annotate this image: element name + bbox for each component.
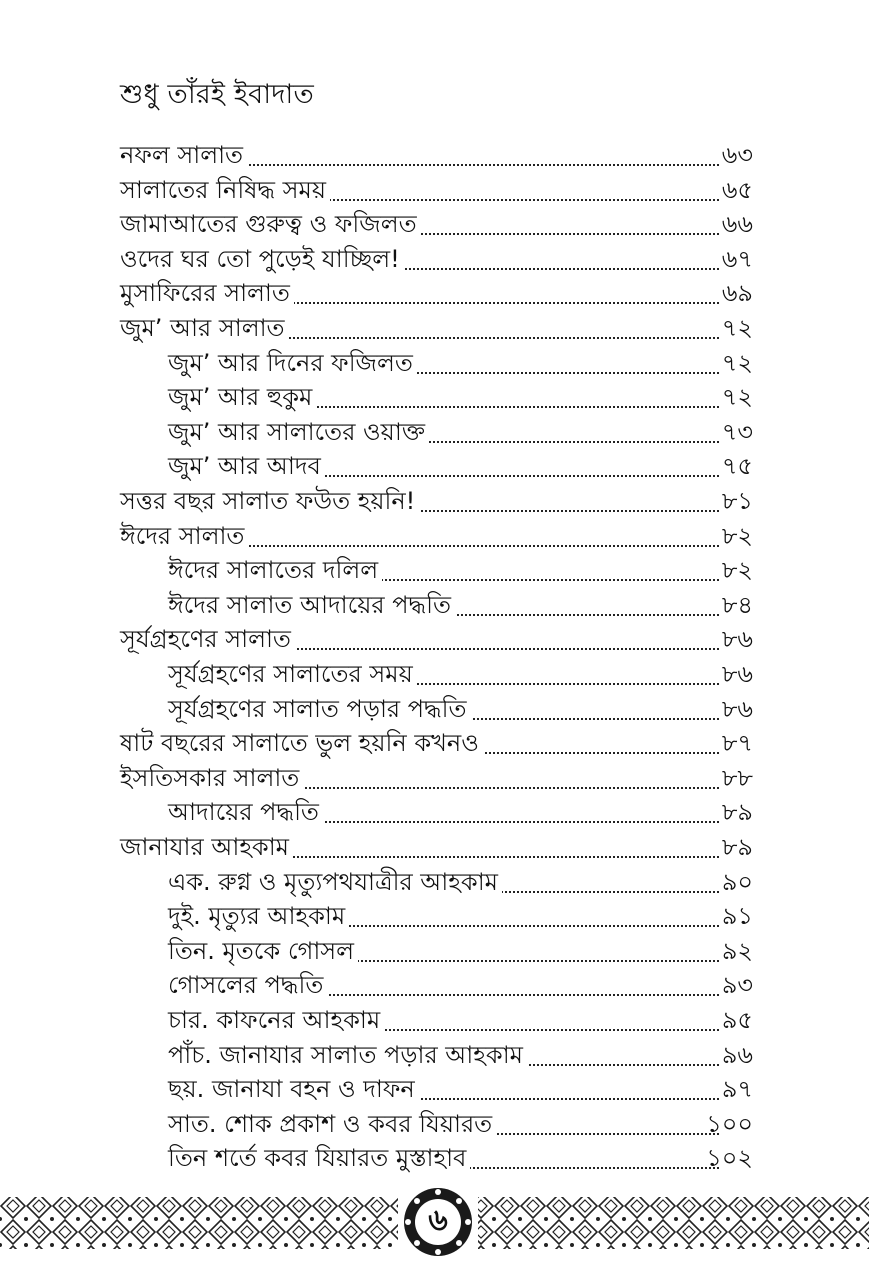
toc-entry-page: ৯১ xyxy=(721,902,753,931)
toc-row xyxy=(0,207,869,241)
toc-entry-title: জুম’ আর হুকুম xyxy=(168,380,316,414)
toc-entry-title: সূর্যগ্রহণের সালাত পড়ার পদ্ধতি xyxy=(168,692,471,726)
toc-row xyxy=(0,968,869,1002)
toc-entry-page: ৭২ xyxy=(721,348,753,377)
toc-entry-title: ওদের ঘর তো পুড়েই যাচ্ছিল! xyxy=(120,242,404,276)
toc-entry-title: তিন শর্তে কবর যিয়ারত মুস্তাহাব xyxy=(168,1141,470,1175)
toc-row xyxy=(0,415,869,449)
toc-entry-title: নফল সালাত xyxy=(120,138,247,172)
toc-entry-title: জুম’ আর সালাতের ওয়াক্ত xyxy=(168,415,429,449)
toc-row xyxy=(0,795,869,829)
toc-entry-page: ৮৮ xyxy=(721,763,753,792)
toc-entry-page: ৮৬ xyxy=(721,625,753,654)
toc-entry-page: ১০২ xyxy=(706,1144,753,1173)
toc-entry-title: জানাযার আহকাম xyxy=(120,830,293,864)
toc-entry-title: মুসাফিরের সালাত xyxy=(120,276,294,310)
toc-entry-page: ৭৫ xyxy=(721,452,753,481)
toc-entry-title: ইসতিসকার সালাত xyxy=(120,761,303,795)
toc-row xyxy=(0,588,869,622)
toc-entry-page: ৯৭ xyxy=(721,1075,753,1104)
toc-entry-page: ৬৭ xyxy=(721,244,753,273)
toc-entry-page: ৮৭ xyxy=(721,729,753,758)
toc-entry-page: ৮৪ xyxy=(721,590,753,619)
toc-row xyxy=(0,380,869,414)
toc-row xyxy=(0,173,869,207)
toc-row xyxy=(0,934,869,968)
toc-entry-title: ঈদের সালাত আদায়ের পদ্ধতি xyxy=(168,588,455,622)
toc-row xyxy=(0,1141,869,1175)
toc-entry-page: ৬৫ xyxy=(721,175,753,204)
toc-row xyxy=(0,449,869,483)
toc-row xyxy=(0,865,869,899)
toc-row xyxy=(0,519,869,553)
toc-entry-title: জামাআতের গুরুত্ব ও ফজিলত xyxy=(120,207,421,241)
toc-row xyxy=(0,761,869,795)
toc-entry-title: ঈদের সালাতের দলিল xyxy=(168,553,382,587)
toc-entry-page: ৮২ xyxy=(721,521,753,550)
toc-row xyxy=(0,899,869,933)
toc-entry-title: সূর্যগ্রহণের সালাত xyxy=(120,622,295,656)
toc-entry-page: ৯৫ xyxy=(721,1006,753,1034)
toc-entry-page: ৮৬ xyxy=(721,694,753,723)
toc-row xyxy=(0,622,869,656)
toc-row xyxy=(0,1072,869,1106)
toc-entry-title: পাঁচ. জানাযার সালাত পড়ার আহকাম xyxy=(168,1038,527,1072)
toc-row xyxy=(0,276,869,310)
toc-entry-page: ৭৩ xyxy=(721,417,753,446)
toc-entry-title: ষাট বছরের সালাতে ভুল হয়নি কখনও xyxy=(120,726,483,760)
toc-entry-title: চার. কাফনের আহকাম xyxy=(168,1003,384,1037)
toc-entry-page: ৮৯ xyxy=(721,798,753,827)
toc-row xyxy=(0,726,869,760)
page-number: ৬ xyxy=(428,1203,448,1238)
toc-entry-page: ১০০ xyxy=(706,1109,753,1138)
toc-entry-page: ৭২ xyxy=(721,383,753,412)
toc-entry-page: ৯০ xyxy=(721,867,753,896)
toc-row xyxy=(0,138,869,172)
page-header: শুধু তাঁরই ইবাদাত xyxy=(120,79,314,110)
toc-entry-title: ঈদের সালাত xyxy=(120,519,248,553)
toc-row xyxy=(0,1038,869,1072)
toc-entry-title: সালাতের নিষিদ্ধ সময় xyxy=(120,173,330,207)
toc-row xyxy=(0,830,869,864)
toc-entry-page: ৮৯ xyxy=(721,833,753,861)
toc-row xyxy=(0,242,869,276)
toc-row xyxy=(0,484,869,518)
toc-entry-page: ৯২ xyxy=(721,936,753,965)
toc-entry-title: জুম’ আর সালাত xyxy=(120,311,289,345)
toc-entry-title: জুম’ আর দিনের ফজিলত xyxy=(168,346,417,380)
toc-entry-page: ৬৬ xyxy=(721,210,753,239)
toc-entry-title: গোসলের পদ্ধতি xyxy=(168,968,327,1002)
toc-row xyxy=(0,311,869,345)
toc-entry-title: তিন. মৃতকে গোসল xyxy=(168,934,358,968)
toc-entry-title: এক. রুগ্ন ও মৃত্যুপথযাত্রীর আহকাম xyxy=(168,865,502,899)
toc-row xyxy=(0,346,869,380)
toc-entry-title: জুম’ আর আদব xyxy=(168,449,325,483)
toc-row xyxy=(0,692,869,726)
toc-entry-page: ৮২ xyxy=(721,556,753,585)
toc-entry-page: ৮৬ xyxy=(721,660,753,688)
toc-entry-title: আদায়ের পদ্ধতি xyxy=(168,795,323,829)
toc-entry-title: ছয়. জানাযা বহন ও দাফন xyxy=(168,1072,419,1106)
toc-entry-page: ৯৩ xyxy=(721,971,753,1000)
toc-entry-title: দুই. মৃত্যুর আহকাম xyxy=(168,899,349,933)
toc-entry-page: ৮১ xyxy=(721,487,753,515)
toc-entry-title: সাত. শোক প্রকাশ ও কবর যিয়ারত xyxy=(168,1107,496,1141)
toc-entry-page: ৯৬ xyxy=(721,1040,753,1069)
toc-row xyxy=(0,1107,869,1141)
toc-row xyxy=(0,553,869,587)
toc-entry-page: ৭২ xyxy=(721,314,753,342)
toc-entry-page: ৬৯ xyxy=(721,279,753,308)
toc-row xyxy=(0,657,869,691)
toc-row xyxy=(0,1003,869,1037)
toc-entry-title: সূর্যগ্রহণের সালাতের সময় xyxy=(168,657,417,691)
toc-entry-page: ৬৩ xyxy=(721,141,753,169)
toc-entry-title: সত্তর বছর সালাত ফউত হয়নি! xyxy=(120,484,419,518)
